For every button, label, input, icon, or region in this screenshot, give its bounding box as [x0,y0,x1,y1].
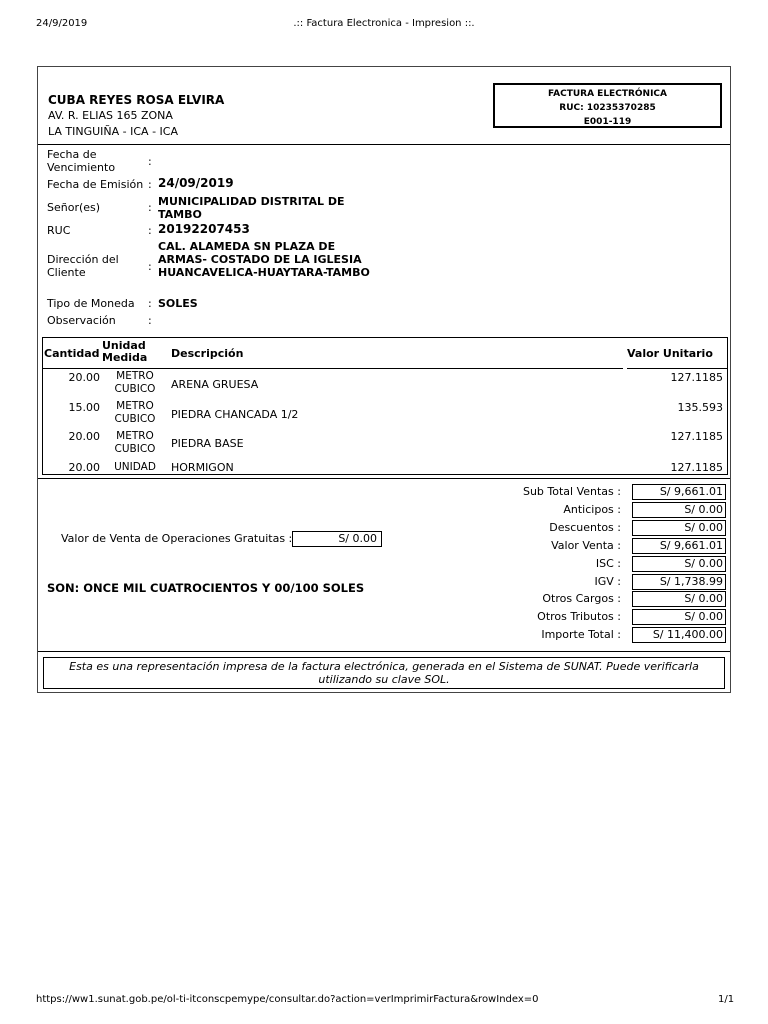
fecha-vencimiento-label: Fecha de Vencimiento [47,148,116,174]
fecha-emision-colon: : [148,178,152,191]
document-type: FACTURA ELECTRÓNICA [548,89,667,99]
otros-cargos-value: S/ 0.00 [632,591,726,607]
observacion-colon: : [148,314,152,327]
tipo-moneda-value: SOLES [158,297,198,310]
valor-venta-label: Valor Venta : [551,539,621,552]
row1-descripcion: ARENA GRUESA [171,378,259,391]
row2-cantidad: 15.00 [68,401,100,414]
observacion-label: Observación [47,314,116,327]
issuer-address-line1: AV. R. ELIAS 165 ZONA [48,109,173,122]
gratuitas-label: Valor de Venta de Operaciones Gratuitas : [61,532,293,545]
row4-descripcion: HORMIGON [171,461,234,474]
otros-tributos-value: S/ 0.00 [632,609,726,625]
descuentos-value: S/ 0.00 [632,520,726,536]
row1-valor: 127.1185 [670,371,723,384]
tipo-moneda-label: Tipo de Moneda [47,297,135,310]
header-divider [38,144,730,145]
ruc-colon: : [148,224,152,237]
document-number: E001-119 [583,117,632,127]
sunat-disclaimer: Esta es una representación impresa de la factura electrónica, generada en el Sistema de SUNAT. Puede verificarla utilizando su clave SOL. [43,657,725,689]
issuer-address-line2: LA TINGUIÑA - ICA - ICA [48,125,178,138]
header-cantidad: Cantidad [44,347,100,360]
header-underline-left [43,368,623,369]
header-valor-unitario: Valor Unitario [627,347,713,360]
items-table [42,337,728,475]
isc-label: ISC : [595,557,621,570]
senor-label: Señor(es) [47,201,101,214]
row1-unidad: METRO CUBICO [114,370,156,395]
igv-value: S/ 1,738.99 [632,574,726,590]
document-ruc: RUC: 10235370285 [559,103,656,113]
subtotal-value: S/ 9,661.01 [632,484,726,500]
print-page-number: 1/1 [718,994,735,1005]
row3-descripcion: PIEDRA BASE [171,437,244,450]
importe-total-label: Importe Total : [541,628,621,641]
row3-valor: 127.1185 [670,430,723,443]
importe-total-value: S/ 11,400.00 [632,627,726,643]
invoice-document [37,66,731,693]
fecha-emision-label: Fecha de Emisión [47,178,144,191]
senor-value: MUNICIPALIDAD DISTRITAL DE TAMBO [158,195,345,221]
totals-bottom-divider [38,651,730,652]
print-date: 24/9/2019 [36,18,88,29]
anticipos-value: S/ 0.00 [632,502,726,518]
tipo-moneda-colon: : [148,297,152,310]
print-title: .:: Factura Electronica - Impresion ::. [293,18,475,29]
row2-valor: 135.593 [677,401,723,414]
anticipos-label: Anticipos : [563,503,621,516]
gratuitas-value: S/ 0.00 [292,531,382,547]
print-url: https://ww1.sunat.gob.pe/ol-ti-itconscpemype/consultar.do?action=verImprimirFactura&rowIndex=0 [36,994,539,1005]
direccion-value: CAL. ALAMEDA SN PLAZA DE ARMAS- COSTADO DE LA IGLESIA HUANCAVELICA-HUAYTARA-TAMBO [158,240,370,279]
header-descripcion: Descripción [171,347,244,360]
row3-cantidad: 20.00 [68,430,100,443]
row2-descripcion: PIEDRA CHANCADA 1/2 [171,408,299,421]
subtotal-label: Sub Total Ventas : [522,485,621,498]
direccion-colon: : [148,260,152,273]
row4-cantidad: 20.00 [68,461,100,474]
isc-value: S/ 0.00 [632,556,726,572]
issuer-name: CUBA REYES ROSA ELVIRA [48,93,225,107]
valor-venta-value: S/ 9,661.01 [632,538,726,554]
row4-unidad: UNIDAD [114,461,156,473]
row1-cantidad: 20.00 [68,371,100,384]
fecha-vencimiento-colon: : [148,155,152,168]
descuentos-label: Descuentos : [549,521,621,534]
ruc-value: 20192207453 [158,222,250,236]
otros-tributos-label: Otros Tributos : [537,610,621,623]
otros-cargos-label: Otros Cargos : [542,592,621,605]
row3-unidad: METRO CUBICO [114,430,156,455]
fecha-emision-value: 24/09/2019 [158,176,234,190]
document-type-box [493,83,722,128]
row4-valor: 127.1185 [670,461,723,474]
igv-label: IGV : [594,575,621,588]
senor-colon: : [148,201,152,214]
header-underline-right [627,368,727,369]
header-unidad-medida: Unidad Medida [102,339,148,364]
amount-in-words: SON: ONCE MIL CUATROCIENTOS Y 00/100 SOLES [47,581,365,595]
table-bottom-divider [38,478,730,479]
ruc-label: RUC [47,224,71,237]
direccion-label: Dirección del Cliente [47,253,119,279]
row2-unidad: METRO CUBICO [114,400,156,425]
